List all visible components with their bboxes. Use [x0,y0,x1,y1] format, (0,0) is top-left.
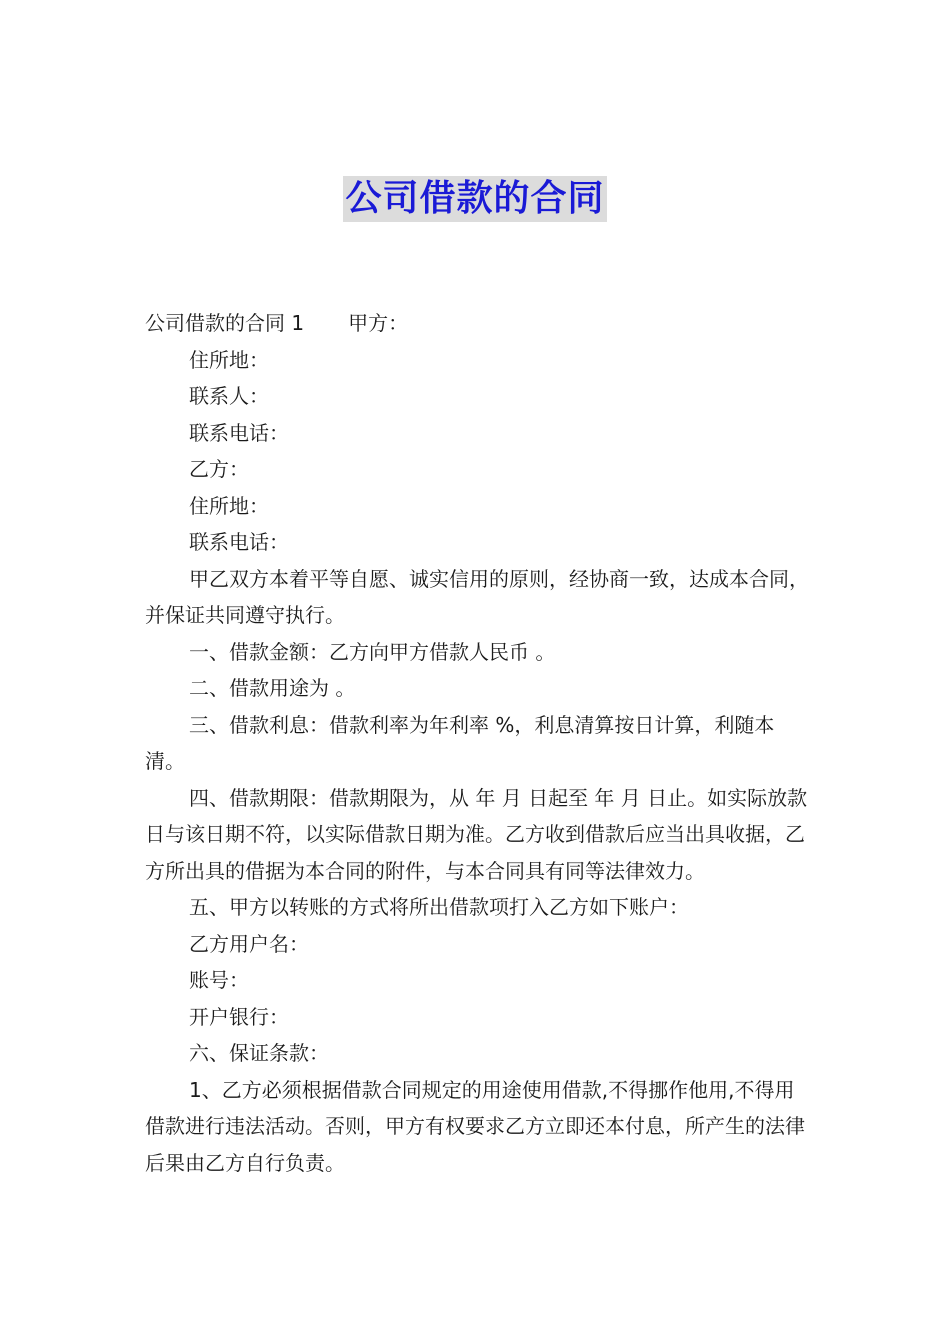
document-title: 公司借款的合同 [343,176,606,222]
party-a-label: 甲方： [348,311,409,335]
party-b-phone: 联系电话： [189,530,289,554]
preamble-paragraph: 甲乙双方本着平等自愿、诚实信用的原则，经协商一致，达成本合同，并保证共同遵守执行。 [145,566,809,627]
clause-loan-interest: 三、借款利息：借款利率为年利率 %，利息清算按日计算，利随本清。 [145,712,775,773]
party-b-account-number: 账号： [189,968,249,992]
party-a-address: 住所地： [189,347,269,372]
clause-loan-term: 四、借款期限：借款期限为，从 年 月 日起至 年 月 日止。如实际放款日与该日期不符，以实际借款日期为准。乙方收到借款后应当出具收据，乙方所出具的借据为本合同的附件，与本合同具有同等法律效力。 [145,785,808,883]
guarantee-item-1: 1、乙方必须根据借款合同规定的用途使用借款,不得挪作他用,不得用借款进行违法活动。否则，甲方有权要求乙方立即还本付息，所产生的法律后果由乙方自行负责。 [145,1077,805,1175]
title-container [0,176,950,222]
document-body [145,305,810,1181]
clause-guarantee-heading: 六、保证条款： [189,1041,329,1065]
party-a-phone: 联系电话： [189,420,289,445]
clause-loan-purpose: 二、借款用途为 。 [189,676,356,700]
party-b-bank: 开户银行： [189,1004,289,1029]
clause-loan-amount: 一、借款金额：乙方向甲方借款人民币 。 [189,639,556,664]
contract-heading: 公司借款的合同 1 [145,311,305,335]
party-b-address: 住所地： [189,493,269,518]
party-b-label: 乙方： [189,457,249,481]
clause-transfer: 五、甲方以转账的方式将所出借款项打入乙方如下账户： [189,895,689,919]
party-a-contact: 联系人： [189,384,269,408]
party-b-account-name: 乙方用户名： [189,931,309,956]
heading-line [145,305,810,342]
